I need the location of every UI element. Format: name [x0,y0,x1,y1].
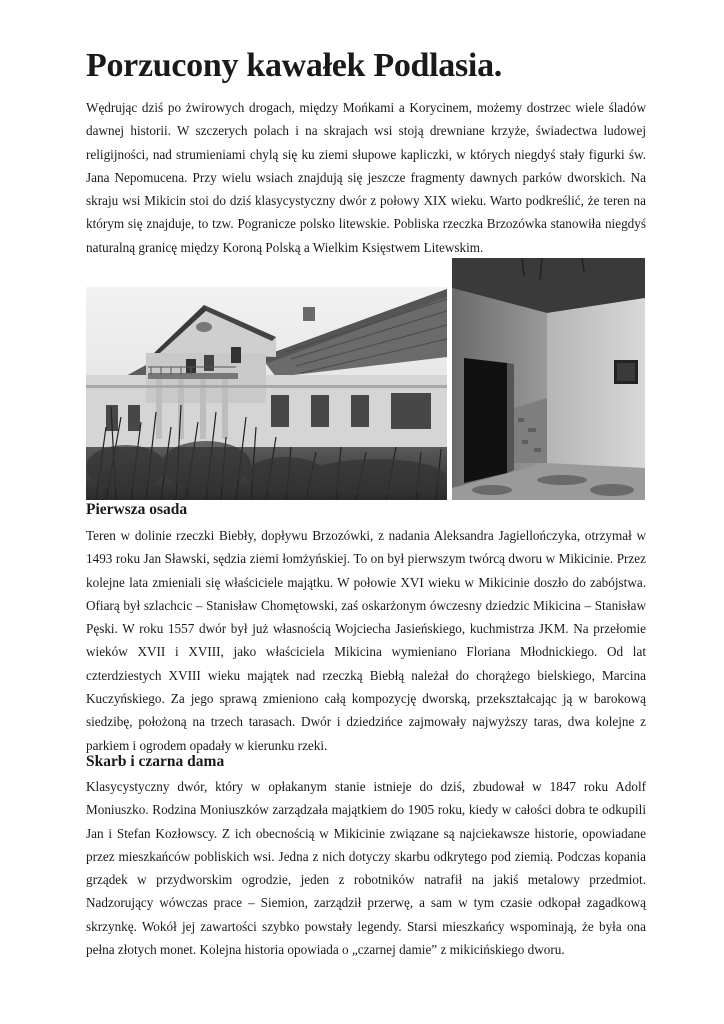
section-heading-treasure: Skarb i czarna dama [86,753,225,770]
manor-interior-image [452,258,645,500]
section-heading-first-settlement: Pierwsza osada [86,501,188,518]
manor-interior-photo [452,258,645,500]
section-first-settlement-paragraph: Teren w dolinie rzeczki Biebły, dopływu Brzozówki, z nadania Aleksandra Jagiellończyka, otrzymał w 1493 roku Jan Sławski, sędzia ziemi łomżyńskiej. To on był pierwszym twórcą dworu w Mikicinie. Przez kolejne lata zmieniali się właściciele majątku. W połowie XVI wieku w Mikicinie doszło do zabójstwa. Ofiarą był szlachcic – Stanisław Chomętowski, zaś oskarżonym ówczesny dziedzic Mikicina – Stanisław Pęski. W roku 1557 dwór był już własnością Wojciecha Jasieńskiego, kuchmistrza JKM. Na przełomie wieków XVII i XVIII, jako właściciela Mikicina wymieniano Floriana Młodnickiego. Od lat czterdziestych XVIII wieku majątek nad rzeczką Biebłą należał do chorążego bielskiego, Marcina Kuczyńskiego. Za jego sprawą zmieniono całą kompozycję dworską, przekształcając ją w barokową siedzibę, położoną na trzech tarasach. Dwór i dziedzińce zajmowały najwyższy taras, dwa kolejne z parkiem i ogrodem opadały w kierunku rzeki. [86,528,646,753]
page-title: Porzucony kawałek Podlasia. [86,47,502,84]
intro-paragraph: Wędrując dziś po żwirowych drogach, między Mońkami a Korycinem, możemy dostrzec wiele śladów dawnej historii. W szczerych polach i na skrajach wsi stoją drewniane krzyże, świadectwa ludowej religijności, nad strumieniami chylą się ku ziemi słupowe kapliczki, w których niegdyś stały figurki św. Jana Nepomucena. Przy wielu wsiach znajdują się jeszcze fragmenty dawnych parków dworskich. Na skraju wsi Mikicin stoi do dziś klasycystyczny dwór z połowy XIX wieku. Warto podkreślić, że teren na którym się znajduje, to tzw. Pogranicze polsko litewskie. Pobliska rzeczka Brzozówka stanowiła niegdyś naturalną granicę między Koroną Polską a Wielkim Księstwem Litewskim. [86,100,646,255]
manor-exterior-image [86,287,447,500]
manor-exterior-photo [86,287,447,500]
section-treasure-paragraph: Klasycystyczny dwór, który w opłakanym stanie istnieje do dziś, zbudował w 1847 roku Adolf Moniuszko. Rodzina Moniuszków zarządzała majątkiem do 1905 roku, kiedy w całości dobra te odkupili Jan i Stefan Kozłowscy. Z ich obecnością w Mikicinie związane są najciekawsze historie, opowiadane przez mieszkańców pobliskich wsi. Jedna z nich dotyczy skarbu odkrytego pod ziemią. Podczas kopania grządek w przydworskim ogrodzie, jeden z robotników natrafił na jakiś metalowy przedmiot. Nadzorujący wówczas prace – Siemion, zarządził przerwę, a sam w tym czasie odkopał zagadkową skrzynkę. Wokół jej zawartości szybko powstały legendy. Starsi mieszkańcy wspominają, że była ona pełna złotych monet. Kolejna historia opowiada o „czarnej damie” z mikicińskiego dworu. [86,779,646,958]
